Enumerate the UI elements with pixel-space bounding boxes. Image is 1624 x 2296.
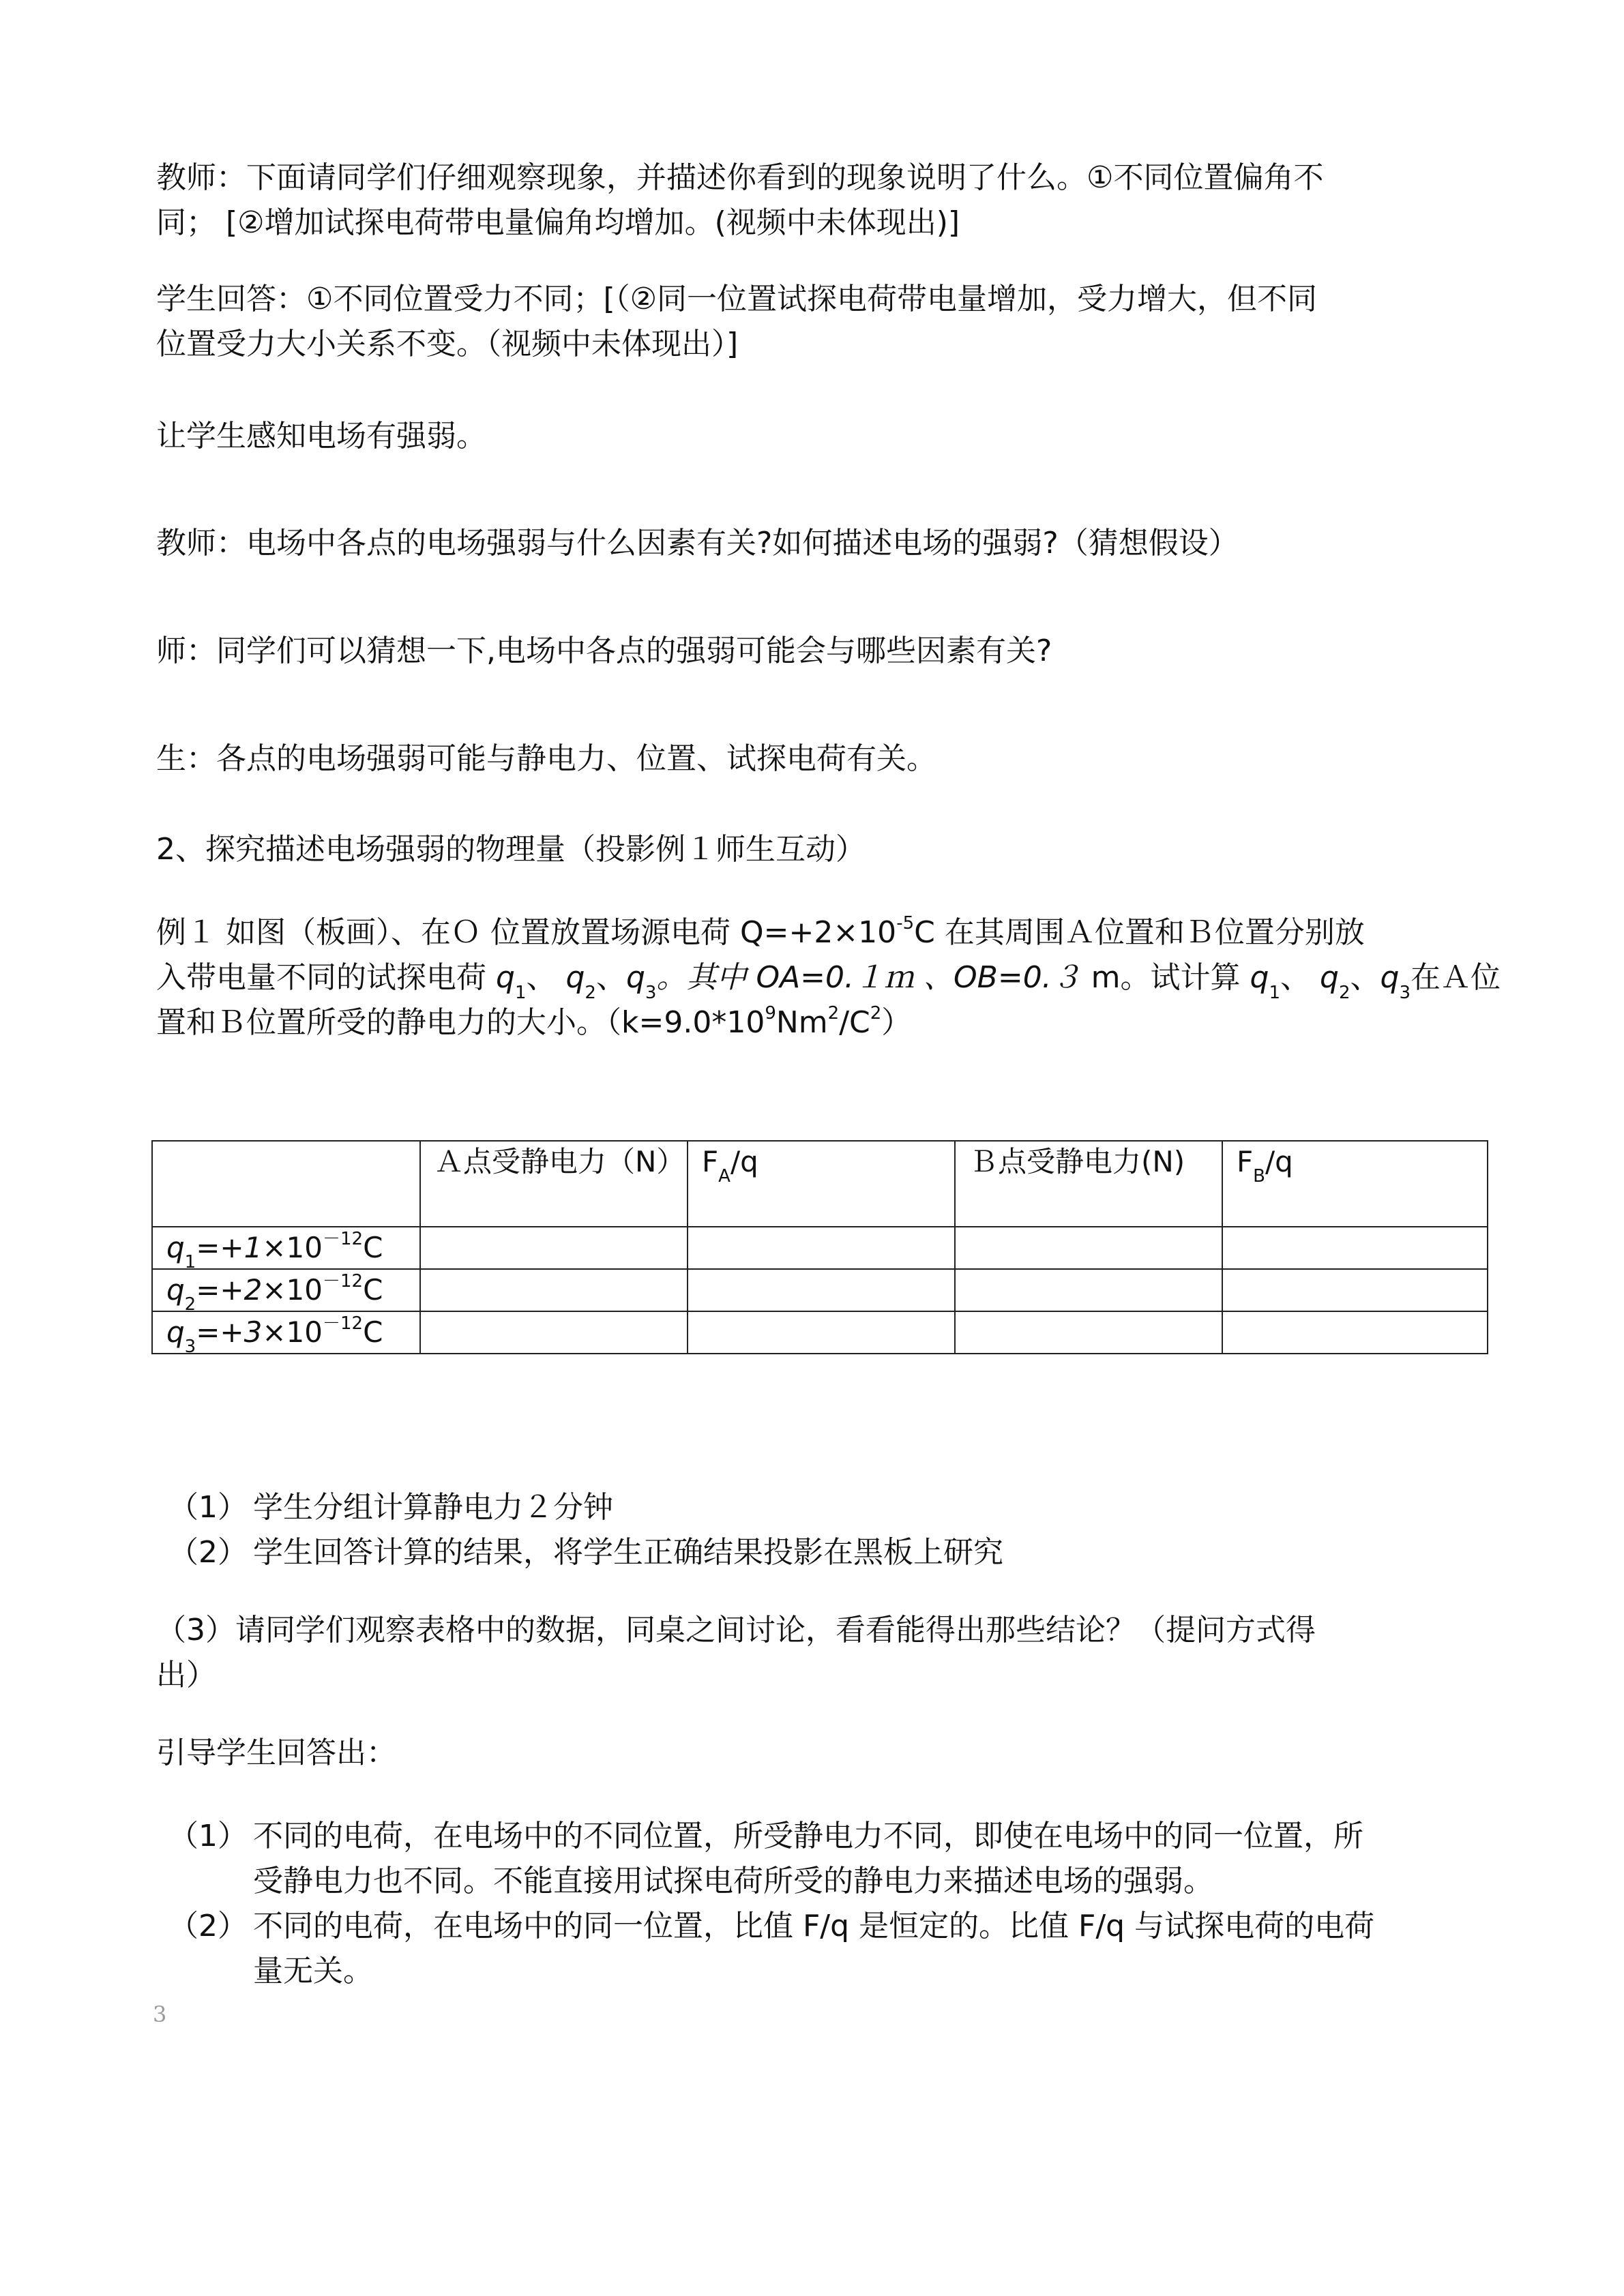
list-item: （2） 学生回答计算的结果，将学生正确结果投影在黑板上研究 [168, 1535, 1003, 1570]
cell-empty [420, 1269, 688, 1311]
paragraph-student-answer: 学生回答：①不同位置受力不同；[（②同一位置试探电荷带电量增加，受力增大，但不同 位置受力大小关系不变。（视频中未体现出）] [156, 282, 1318, 361]
header-empty [152, 1141, 420, 1227]
list-item: （2） 不同的电荷，在电场中的同一位置，比值 F/q 是恒定的。比值 F/q 与试探电荷的电荷 量无关。 [168, 1909, 1375, 1988]
cell-empty [688, 1227, 955, 1269]
cell-empty [955, 1227, 1222, 1269]
paragraph-teacher-observe: 教师：下面请同学们仔细观察现象，并描述你看到的现象说明了什么。①不同位置偏角不 同； [②增加试探电荷带电量偏角均增加。(视频中未体现出)] [156, 160, 1324, 240]
section-heading-explore: 2、探究描述电场强弱的物理量（投影例１师生互动） [156, 832, 866, 867]
cell-empty [420, 1227, 688, 1269]
conclusions-list [168, 1814, 1374, 1994]
table-row [152, 1269, 1488, 1311]
row-label-q2: $q_2=+2\times 10^{-12}C$ [152, 1269, 420, 1311]
paragraph-perceive-strength: 让学生感知电场有强弱。 [156, 419, 486, 453]
row-label-q3: $q_3=+3\times 10^{-12}C$ [152, 1311, 420, 1354]
paragraph-step-3: （3）请同学们观察表格中的数据，同桌之间讨论，看看能得出那些结论？（提问方式得 出） [156, 1613, 1316, 1693]
paragraph-teacher-guess: 师：同学们可以猜想一下,电场中各点的强弱可能会与哪些因素有关? [156, 633, 1052, 668]
header-b-force: Ｂ点受静电力(N) [955, 1141, 1222, 1227]
cell-empty [688, 1311, 955, 1354]
cell-empty [1222, 1269, 1488, 1311]
steps-list [168, 1485, 1003, 1575]
table-row [152, 1227, 1488, 1269]
cell-empty [955, 1311, 1222, 1354]
paragraph-student-guess: 生：各点的电场强弱可能与静电力、位置、试探电荷有关。 [156, 741, 936, 776]
paragraph-guide: 引导学生回答出： [156, 1735, 396, 1770]
cell-empty [420, 1311, 688, 1354]
header-fb-q: $F_B/q$ [1222, 1141, 1488, 1227]
list-item: （1） 不同的电荷，在电场中的不同位置，所受静电力不同，即使在电场中的同一位置，所 受静电力也不同。不能直接用试探电荷所受的静电力来描述电场的强弱。 [168, 1819, 1363, 1898]
header-a-force: Ａ点受静电力（N） [420, 1141, 688, 1227]
cell-empty [1222, 1227, 1488, 1269]
header-fa-q: $F_A/q$ [688, 1141, 955, 1227]
paragraph-teacher-question: 教师：电场中各点的电场强弱与什么因素有关?如何描述电场的强弱?（猜想假设） [156, 526, 1239, 561]
page-number: 3 [153, 2001, 167, 2027]
table-header-row [152, 1141, 1488, 1227]
table-row [152, 1311, 1488, 1354]
list-item: （1） 学生分组计算静电力２分钟 [168, 1490, 613, 1525]
row-label-q1: $q_1=+1\times 10^{-12}C$ [152, 1227, 420, 1269]
cell-empty [1222, 1311, 1488, 1354]
cell-empty [955, 1269, 1222, 1311]
cell-empty [688, 1269, 955, 1311]
force-table [151, 1140, 1488, 1358]
example-1-text: 例１ 如图（板画）、在Ｏ 位置放置场源电荷 $Q=+2\times 10^{-5}C$ 在其周围Ａ位置和Ｂ位置分别放 入带电量不同的试探电荷 $q_1$、 $q_2$、$q_3$。其中 OA=0.１ｍ 、OB=0.３ m。试计算 $q_1$、 $q_2$、$q_3$在Ａ位 置和Ｂ位置所受的静电力的大小。$(k=9.0*10^9Nm^2/C^2)$ [156, 913, 1501, 1040]
